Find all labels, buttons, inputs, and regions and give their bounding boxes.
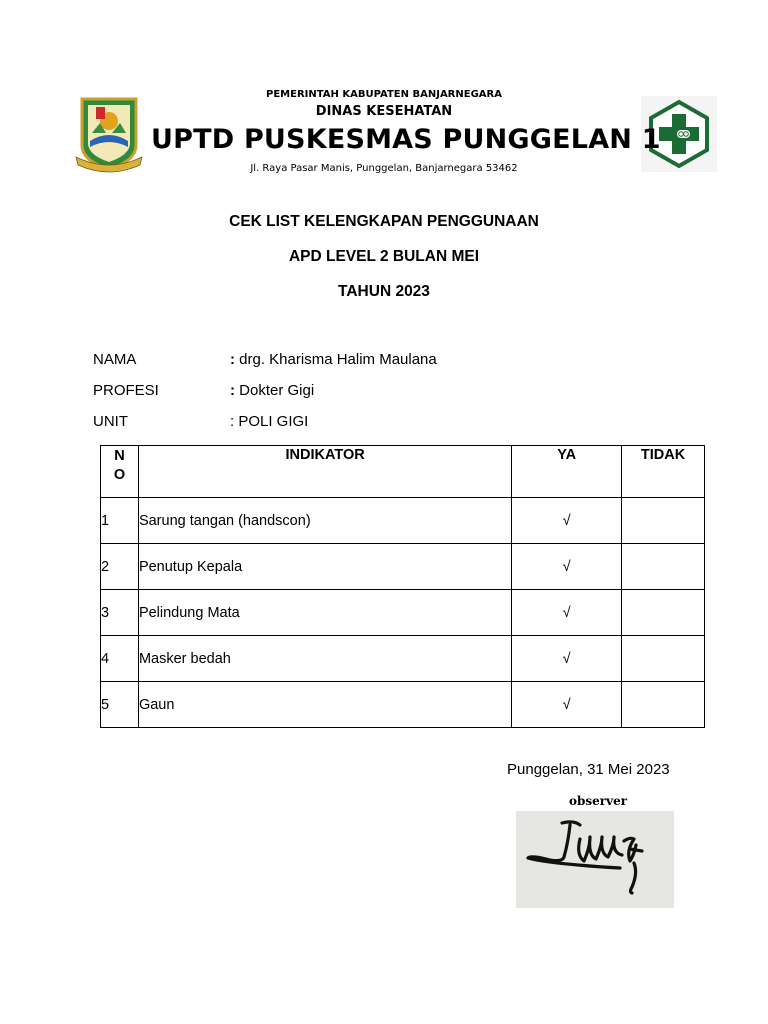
government-name: PEMERINTAH KABUPATEN BANJARNEGARA (266, 89, 502, 100)
row-tidak (622, 498, 705, 544)
row-tidak (622, 636, 705, 682)
row-ya-check: √ (512, 498, 622, 544)
nama-label: NAMA (93, 351, 137, 368)
row-indikator: Gaun (138, 682, 511, 728)
header-no-line-1: N (114, 448, 125, 464)
header-tidak: TIDAK (622, 446, 705, 498)
profesi-colon: : (230, 382, 235, 399)
table-row (101, 544, 705, 590)
header-no-line-2: O (113, 467, 126, 483)
row-tidak (622, 544, 705, 590)
place-and-date: Punggelan, 31 Mei 2023 (507, 761, 670, 778)
nama-value-group (230, 351, 437, 368)
row-indikator: Masker bedah (138, 636, 511, 682)
nama-value: drg. Kharisma Halim Maulana (235, 351, 437, 368)
row-tidak (622, 590, 705, 636)
row-ya-check: √ (512, 636, 622, 682)
institution-address: Jl. Raya Pasar Manis, Punggelan, Banjarnegara 53462 (250, 163, 518, 174)
header-no (101, 446, 139, 498)
header-ya: YA (512, 446, 622, 498)
row-tidak (622, 682, 705, 728)
apd-checklist-table (100, 445, 705, 728)
header-indikator: INDIKATOR (138, 446, 511, 498)
table-row (101, 498, 705, 544)
document-title-line-3: TAHUN 2023 (338, 283, 430, 300)
table-row (101, 590, 705, 636)
table-header-row (101, 446, 705, 498)
document-title-line-2: APD LEVEL 2 BULAN MEI (288, 248, 480, 265)
unit-value: : POLI GIGI (230, 413, 309, 430)
profesi-value: Dokter Gigi (235, 382, 315, 399)
profesi-label: PROFESI (93, 382, 159, 399)
row-no: 4 (101, 636, 139, 682)
row-indikator: Pelindung Mata (138, 590, 511, 636)
row-indikator: Penutup Kepala (138, 544, 511, 590)
nama-colon: : (230, 351, 235, 368)
table-row (101, 636, 705, 682)
profesi-value-group (230, 382, 314, 399)
row-no: 2 (101, 544, 139, 590)
row-ya-check: √ (512, 682, 622, 728)
document-title-line-1: CEK LIST KELENGKAPAN PENGGUNAAN (229, 213, 539, 230)
row-ya-check: √ (512, 590, 622, 636)
department-name: DINAS KESEHATAN (315, 104, 453, 119)
observer-signature-icon (516, 811, 674, 908)
row-ya-check: √ (512, 544, 622, 590)
unit-label: UNIT (93, 413, 128, 430)
row-no: 3 (101, 590, 139, 636)
table-row (101, 682, 705, 728)
row-no: 1 (101, 498, 139, 544)
row-indikator: Sarung tangan (handscon) (138, 498, 511, 544)
observer-label: observer (569, 794, 628, 808)
institution-name: UPTD PUSKESMAS PUNGGELAN 1 (151, 124, 661, 155)
row-no: 5 (101, 682, 139, 728)
